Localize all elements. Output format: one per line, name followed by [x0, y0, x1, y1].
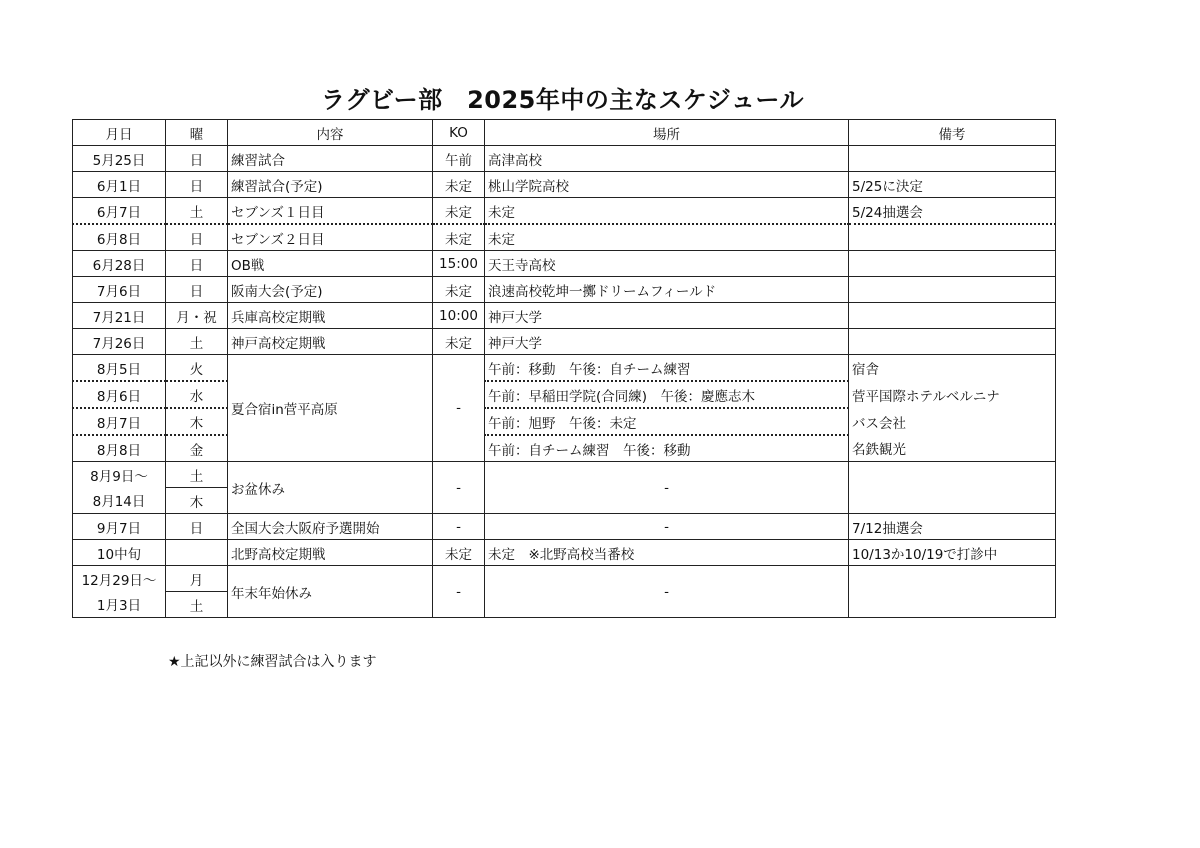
cell-content: 年末年始休み [228, 566, 433, 618]
cell-dow: 金 [166, 435, 228, 462]
cell-ko: 未定 [433, 277, 485, 303]
cell-note [849, 566, 1056, 618]
cell-dow: 木 [166, 408, 228, 435]
cell-date: 12月29日～ [73, 566, 166, 592]
footnote: ★上記以外に練習試合は入ります [168, 654, 377, 670]
cell-note: 10/13か10/19で打診中 [849, 540, 1056, 566]
table-row [73, 146, 1056, 172]
cell-dow: 月 [166, 566, 228, 592]
cell-content: 兵庫高校定期戦 [228, 303, 433, 329]
cell-dow: 日 [166, 251, 228, 277]
cell-dow: 日 [166, 146, 228, 172]
cell-ko: - [433, 514, 485, 540]
cell-note: 菅平国際ホテルベルニナ [849, 381, 1056, 408]
table-row [73, 224, 1056, 251]
cell-date: 8月14日 [73, 488, 166, 514]
cell-ko: 未定 [433, 198, 485, 225]
header-place: 場所 [485, 120, 849, 146]
cell-dow: 日 [166, 277, 228, 303]
table-row [73, 462, 1056, 488]
cell-content: OB戦 [228, 251, 433, 277]
cell-dow: 木 [166, 488, 228, 514]
table-row [73, 408, 1056, 435]
cell-place: 午前：移動 午後：自チーム練習 [485, 355, 849, 382]
cell-note [849, 251, 1056, 277]
cell-date: 8月6日 [73, 381, 166, 408]
cell-dow: 日 [166, 514, 228, 540]
cell-date: 7月21日 [73, 303, 166, 329]
table-row [73, 540, 1056, 566]
cell-note: 宿舎 [849, 355, 1056, 382]
header-note: 備考 [849, 120, 1056, 146]
header-content: 内容 [228, 120, 433, 146]
table-row [73, 198, 1056, 225]
cell-ko: 未定 [433, 540, 485, 566]
cell-date: 10中旬 [73, 540, 166, 566]
table-row [73, 514, 1056, 540]
header-dow: 曜 [166, 120, 228, 146]
cell-note: 7/12抽選会 [849, 514, 1056, 540]
header-row [73, 120, 1056, 146]
cell-place: 天王寺高校 [485, 251, 849, 277]
cell-content: 北野高校定期戦 [228, 540, 433, 566]
cell-date: 8月7日 [73, 408, 166, 435]
cell-place: - [485, 514, 849, 540]
table-row [73, 435, 1056, 462]
cell-note [849, 146, 1056, 172]
table-row [73, 172, 1056, 198]
cell-dow: 日 [166, 172, 228, 198]
cell-content: セブンズ１日目 [228, 198, 433, 225]
cell-place: 高津高校 [485, 146, 849, 172]
table-row [73, 251, 1056, 277]
cell-ko: 10:00 [433, 303, 485, 329]
schedule-table [72, 119, 1056, 618]
table-row [73, 277, 1056, 303]
cell-dow: 水 [166, 381, 228, 408]
cell-content: セブンズ２日目 [228, 224, 433, 251]
cell-content: お盆休み [228, 462, 433, 514]
page-title: ラグビー部 2025年中の主なスケジュール [321, 86, 804, 114]
cell-note [849, 277, 1056, 303]
cell-place: 未定 [485, 198, 849, 225]
cell-ko: 15:00 [433, 251, 485, 277]
cell-date: 6月1日 [73, 172, 166, 198]
cell-note [849, 462, 1056, 514]
cell-ko: 未定 [433, 172, 485, 198]
header-ko: KO [433, 120, 485, 146]
cell-date: 6月8日 [73, 224, 166, 251]
cell-place: 神戸大学 [485, 329, 849, 355]
table-row [73, 329, 1056, 355]
cell-dow [166, 540, 228, 566]
cell-content: 神戸高校定期戦 [228, 329, 433, 355]
cell-dow: 土 [166, 592, 228, 618]
cell-dow: 日 [166, 224, 228, 251]
cell-dow: 土 [166, 198, 228, 225]
cell-content: 夏合宿in菅平高原 [228, 355, 433, 462]
cell-date: 1月3日 [73, 592, 166, 618]
cell-place: 未定 ※北野高校当番校 [485, 540, 849, 566]
cell-ko: 未定 [433, 224, 485, 251]
cell-place: 神戸大学 [485, 303, 849, 329]
table-row [73, 566, 1056, 592]
cell-note [849, 329, 1056, 355]
cell-date: 5月25日 [73, 146, 166, 172]
cell-content: 練習試合 [228, 146, 433, 172]
cell-content: 全国大会大阪府予選開始 [228, 514, 433, 540]
cell-content: 練習試合(予定) [228, 172, 433, 198]
cell-place: 午前：自チーム練習 午後：移動 [485, 435, 849, 462]
cell-dow: 火 [166, 355, 228, 382]
cell-ko: - [433, 462, 485, 514]
cell-place: - [485, 462, 849, 514]
cell-date: 8月8日 [73, 435, 166, 462]
cell-content: 阪南大会(予定) [228, 277, 433, 303]
cell-date: 7月26日 [73, 329, 166, 355]
cell-note: 5/25に決定 [849, 172, 1056, 198]
cell-note: バス会社 [849, 408, 1056, 435]
cell-date: 8月9日～ [73, 462, 166, 488]
cell-place: - [485, 566, 849, 618]
cell-place: 桃山学院高校 [485, 172, 849, 198]
cell-note [849, 224, 1056, 251]
cell-dow: 月・祝 [166, 303, 228, 329]
cell-place: 午前：早稲田学院(合同練) 午後：慶應志木 [485, 381, 849, 408]
cell-date: 9月7日 [73, 514, 166, 540]
cell-note: 名鉄観光 [849, 435, 1056, 462]
cell-note: 5/24抽選会 [849, 198, 1056, 225]
cell-note [849, 303, 1056, 329]
table-row [73, 355, 1056, 382]
cell-date: 6月28日 [73, 251, 166, 277]
cell-place: 午前：旭野 午後：未定 [485, 408, 849, 435]
cell-place: 未定 [485, 224, 849, 251]
cell-ko: 未定 [433, 329, 485, 355]
cell-dow: 土 [166, 462, 228, 488]
header-date: 月日 [73, 120, 166, 146]
table-row [73, 381, 1056, 408]
table-row [73, 303, 1056, 329]
cell-ko: - [433, 355, 485, 462]
cell-place: 浪速高校乾坤一擲ドリームフィールド [485, 277, 849, 303]
cell-dow: 土 [166, 329, 228, 355]
cell-ko: 午前 [433, 146, 485, 172]
cell-date: 7月6日 [73, 277, 166, 303]
cell-ko: - [433, 566, 485, 618]
cell-date: 8月5日 [73, 355, 166, 382]
cell-date: 6月7日 [73, 198, 166, 225]
